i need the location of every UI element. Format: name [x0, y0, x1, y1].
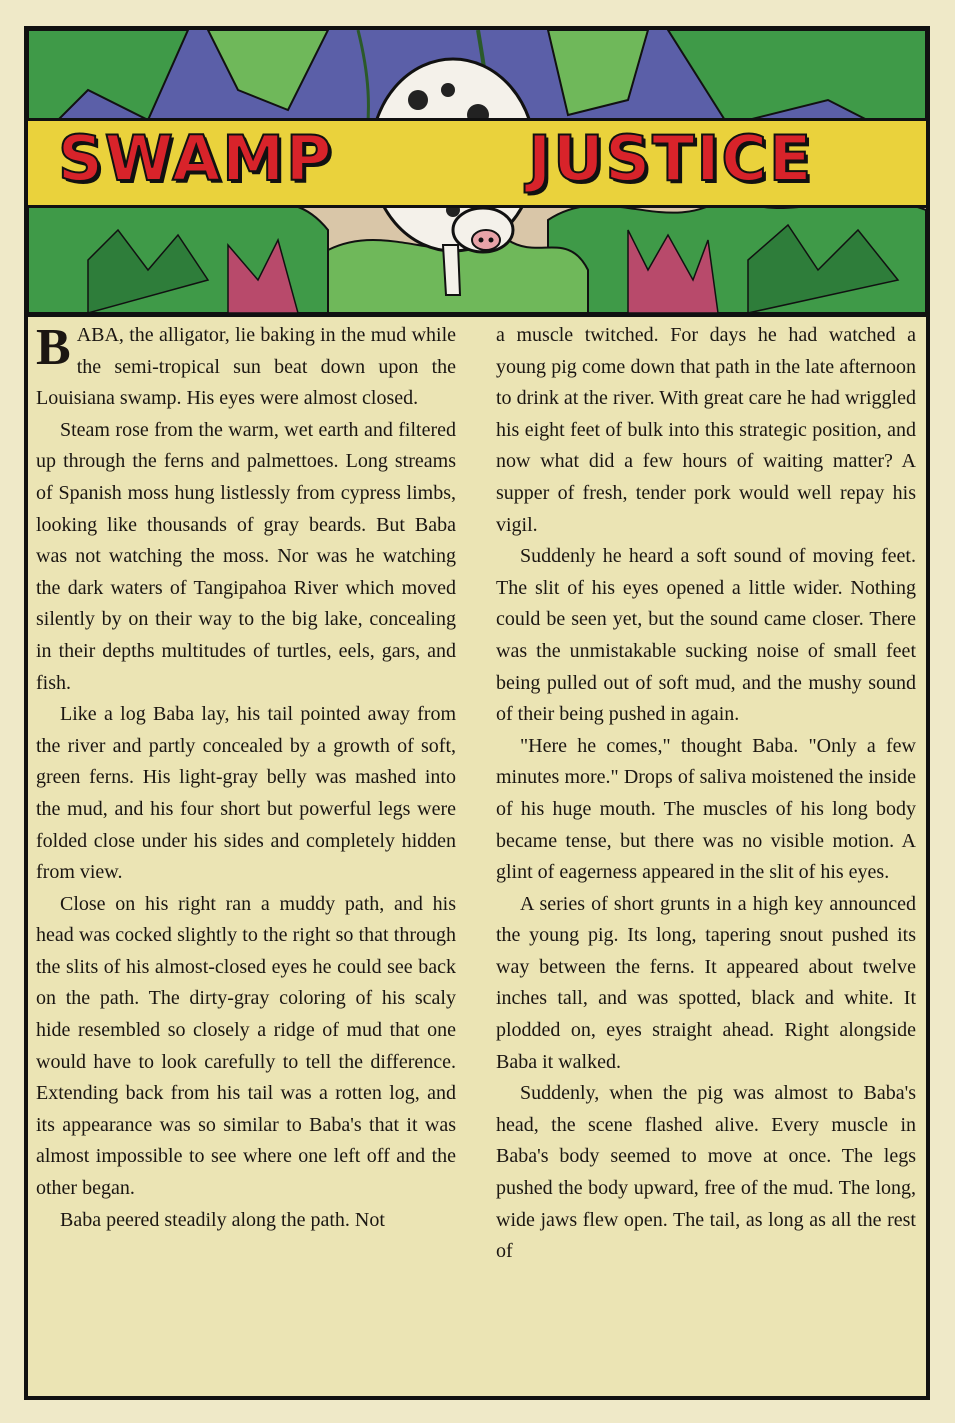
- paragraph: Steam rose from the warm, wet earth and filtered up through the ferns and palmettoes. Long streams of Spanish moss hung listlessly from cypress limbs, looking like thousands of gray beards. But Baba was not watching the moss. Nor was he watching the dark waters of Tangipahoa River which moved silently by on their way to the big lake, concealing in their depths multitudes of turtles, eels, gars, and fish.: [36, 418, 456, 694]
- paragraph: Suddenly he heard a soft sound of moving feet. The slit of his eyes opened a little wider. Nothing could be seen yet, but the sound came closer. There was the unmistakable sucking noise of small feet being pulled out of soft mud, and the mushy sound of their being pushed in again.: [496, 545, 916, 726]
- article-body: [36, 320, 918, 1392]
- paragraph: A series of short grunts in a high key announced the young pig. Its long, tapering snout pushed its way between the ferns. It appeared about twelve inches tall, and was spotted, black and white. It plodded on, eyes straight ahead. Right alongside Baba it walked.: [496, 892, 916, 1073]
- column-left: [36, 320, 456, 1392]
- paragraph: a muscle twitched. For days he had watched a young pig come down that path in the late afternoon to drink at the river. With great care he had wriggled his eight feet of bulk into this strategic position, and now what did a few hours of waiting matter? A supper of fresh, tender pork would well repay his vigil.: [496, 324, 916, 536]
- title-swamp: SWAMP: [58, 122, 334, 195]
- title-illustration: [28, 30, 926, 317]
- paragraph: Close on his right ran a muddy path, and his head was cocked slightly to the right so that through the slits of his almost-closed eyes he could see back on the path. The dirty-gray coloring of his scaly hide resembled so closely a ridge of mud that one would have to look carefully to tell the difference. Extending back from his tail was a rotten log, and its appearance was so similar to Baba's that it was almost impossible to see where one left off and the other began.: [36, 892, 456, 1200]
- title-justice: JUSTICE: [528, 122, 814, 195]
- page-frame: [24, 26, 930, 1400]
- paragraph: Suddenly, when the pig was almost to Baba's head, the scene flashed alive. Every muscle in Baba's body seemed to move at once. The legs pushed the body upward, free of the mud. The long, wide jaws flew open. The tail, as long as all the rest of: [496, 1082, 916, 1263]
- paragraph: Like a log Baba lay, his tail pointed away from the river and partly concealed by a growth of soft, green ferns. His light-gray belly was mashed into the mud, and his four short but powerful legs were folded close under his sides and completely hidden from view.: [36, 703, 456, 884]
- paragraph: BABA, the alligator, lie baking in the mud while the semi-tropical sun beat down upon the Louisiana swamp. His eyes were almost closed.: [36, 319, 456, 410]
- paragraph: "Here he comes," thought Baba. "Only a few minutes more." Drops of saliva moistened the inside of his huge mouth. The muscles of his long body became tense, but there was no visible motion. A glint of eagerness appeared in the slit of his eyes.: [496, 734, 916, 884]
- column-right: [496, 320, 916, 1392]
- drop-cap: B: [36, 319, 71, 376]
- paragraph: Baba peered steadily along the path. Not: [60, 1208, 385, 1231]
